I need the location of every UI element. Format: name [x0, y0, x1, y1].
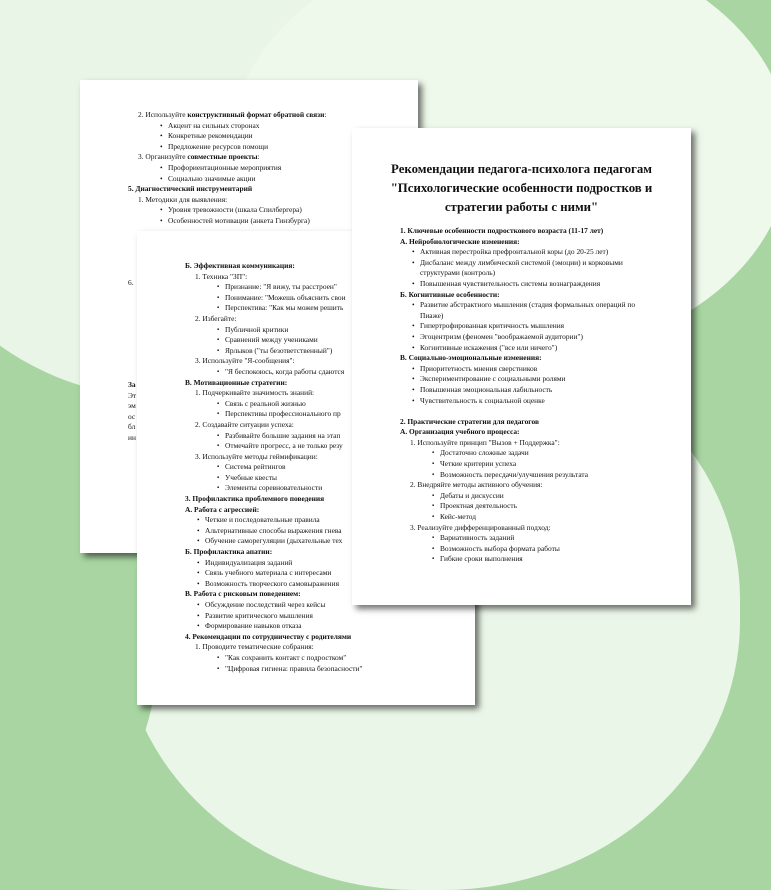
list-item: Публичной критики	[225, 324, 289, 334]
list-item: Когнитивные искажения ("все или ничего")	[420, 342, 558, 352]
text-line: бл	[128, 422, 136, 432]
list-item: Разбивайте большие задания на этап	[225, 430, 341, 440]
section-heading: Б. Эффективная коммуникация:	[185, 261, 295, 270]
list-item: Альтернативные способы выражения гнева	[205, 525, 342, 535]
list-item: Четкие и последовательные правила	[205, 515, 320, 525]
list-item: Признание: "Я вижу, ты расстроен"	[225, 282, 337, 292]
text-line: 1. Методики для выявления:	[138, 194, 228, 204]
list-item: Эгоцентризм (феномен "воображаемой аудитории")	[420, 331, 583, 341]
document-page-3	[352, 128, 691, 605]
section-heading: 5. Диагностический инструментарий	[128, 184, 253, 194]
list-item: Гибкие сроки выполнения	[440, 554, 523, 564]
list-item: Кейс-метод	[440, 512, 476, 522]
list-item: Предложение ресурсов помощи	[168, 141, 269, 151]
list-item: Чувствительность к социальной оценке	[420, 395, 545, 405]
section-heading: Б. Когнитивные особенности:	[400, 289, 500, 299]
section-heading: А. Нейробиологические изменения:	[400, 236, 520, 246]
spacer	[400, 406, 635, 417]
text-line: 2. Используйте конструктивный формат обратной связи:	[138, 110, 327, 119]
text-line: 1. Проводите тематические собрания:	[195, 642, 314, 652]
page-3-text	[400, 226, 635, 565]
page-2-text	[185, 261, 362, 674]
list-item: Связь учебного материала с интересами	[205, 568, 332, 578]
list-item: Дисбаланс между лимбической системой (эмоции) и корковыми	[420, 257, 623, 267]
text-line: 3. Используйте "Я-сообщения":	[195, 356, 295, 366]
list-item: Перспектива: "Как мы можем решить	[225, 303, 344, 313]
document-title: Рекомендации педагога-психолога педагогам "Психологические особенности подростков и стратегии работы с ними"	[390, 162, 653, 214]
text-line: 6.	[128, 278, 134, 287]
text-line: 1. Техника "ЗП":	[195, 271, 248, 281]
list-item: Возможность пересдачи/улучшения результата	[440, 469, 589, 479]
list-item: Развитие критического мышления	[205, 610, 313, 620]
list-item: Приоритетность мнения сверстников	[420, 363, 538, 373]
section-heading: А. Работа с агрессией:	[185, 504, 260, 514]
list-item: Особенностей мотивации (анкета Гинзбурга)	[168, 215, 310, 225]
text-line: 2. Избегайте:	[195, 313, 237, 323]
list-item: Обучение саморегуляции (дыхательные тех	[205, 536, 343, 546]
list-item: Сравнений между учениками	[225, 335, 318, 345]
list-item: Обсуждение последствий через кейсы	[205, 600, 326, 609]
text-line: 2. Создавайте ситуации успеха:	[195, 419, 294, 429]
section-heading: 1. Ключевые особенности подросткового возраста (11-17 лет)	[400, 226, 604, 235]
list-item: Экспериментирование с социальными ролями	[420, 374, 566, 384]
list-item: Возможность творческого самовыражения	[205, 578, 339, 588]
list-item: Система рейтингов	[225, 462, 286, 472]
text-line: ин	[128, 432, 136, 442]
text-line: 3. Используйте методы геймификации:	[195, 451, 318, 461]
text-line: Пиаже)	[420, 310, 444, 320]
list-item: Отмечайте прогресс, а не только резу	[225, 441, 343, 451]
text-line: эм	[128, 401, 136, 411]
list-item: Достаточно сложные задачи	[440, 448, 529, 458]
section-heading: В. Социально-эмоциональные изменения:	[400, 353, 542, 363]
list-item: Элементы соревновательности	[225, 483, 323, 493]
list-item: Учебные квесты	[225, 472, 278, 482]
text-line: 3. Реализуйте дифференцированный подход:	[410, 522, 551, 532]
list-item: Четкие критерии успеха	[440, 459, 517, 469]
list-item: Возможность выбора формата работы	[440, 543, 560, 553]
page-1-text-fragments	[128, 278, 134, 289]
list-item: Развитие абстрактного мышления (стадия формальных операций по	[420, 300, 636, 310]
text-line: Эт	[128, 390, 137, 400]
list-item: Конкретные рекомендации	[168, 131, 253, 141]
section-heading: В. Мотивационные стратегии:	[185, 377, 288, 387]
text-line: ос	[128, 411, 136, 421]
section-heading: 2. Практические стратегии для педагогов	[400, 416, 539, 426]
list-item: Повышенная эмоциональная лабильность	[420, 384, 553, 394]
list-item: "Я беспокоюсь, когда работы сдаются	[225, 366, 345, 376]
list-item: Акцент на сильных сторонах	[168, 120, 260, 130]
list-item: Формирование навыков отказа	[205, 621, 302, 631]
list-item: Связь с реальной жизнью	[225, 398, 306, 408]
text-line: 3. Организуйте совместные проекты:	[138, 152, 260, 162]
page-1-text-fragments	[128, 380, 136, 444]
list-item: Активная перестройка префронтальной коры (до 20-25 лет)	[420, 247, 609, 257]
list-item: "Как сохранить контакт с подростком"	[225, 652, 347, 662]
list-item: Дебаты и дискуссии	[440, 490, 504, 500]
text-line: 1. Подчеркивайте значимость знаний:	[195, 388, 315, 398]
list-item: Гипертрофированная критичность мышления	[420, 321, 565, 331]
list-item: Понимание: "Можешь объяснить свои	[225, 292, 346, 302]
section-heading: Б. Профилактика апатии:	[185, 547, 273, 557]
list-item: Индивидуализация заданий	[205, 557, 293, 567]
list-item: Перспективы профессионального пр	[225, 409, 341, 419]
section-heading: А. Организация учебного процесса:	[400, 427, 520, 437]
list-item: Проектная деятельность	[440, 501, 518, 511]
list-item: Вариативность заданий	[440, 533, 515, 543]
list-item: Уровня тревожности (шкала Спилбергера)	[168, 205, 302, 215]
text-line: структурами (контроль)	[420, 268, 496, 278]
text-line: 2. Внедряйте методы активного обучения:	[410, 480, 543, 490]
list-item: Ярлыков ("ты безответственный")	[225, 345, 333, 355]
list-item: Повышенная чувствительность системы вознаграждения	[420, 278, 601, 288]
list-item: "Цифровая гигиена: правила безопасности"	[225, 663, 363, 673]
section-heading: 4. Рекомендации по сотрудничеству с родителями	[185, 631, 352, 641]
text-line: За	[128, 380, 136, 389]
list-item: Социально значимые акции	[168, 173, 256, 183]
section-heading: В. Работа с рисковым поведением:	[185, 589, 301, 599]
page-1-text	[128, 110, 327, 227]
text-line: 1. Используйте принцип "Вызов + Поддержка":	[410, 437, 560, 447]
list-item: Профориентационные мероприятия	[168, 162, 282, 172]
section-heading: 3. Профилактика проблемного поведения	[185, 494, 325, 504]
